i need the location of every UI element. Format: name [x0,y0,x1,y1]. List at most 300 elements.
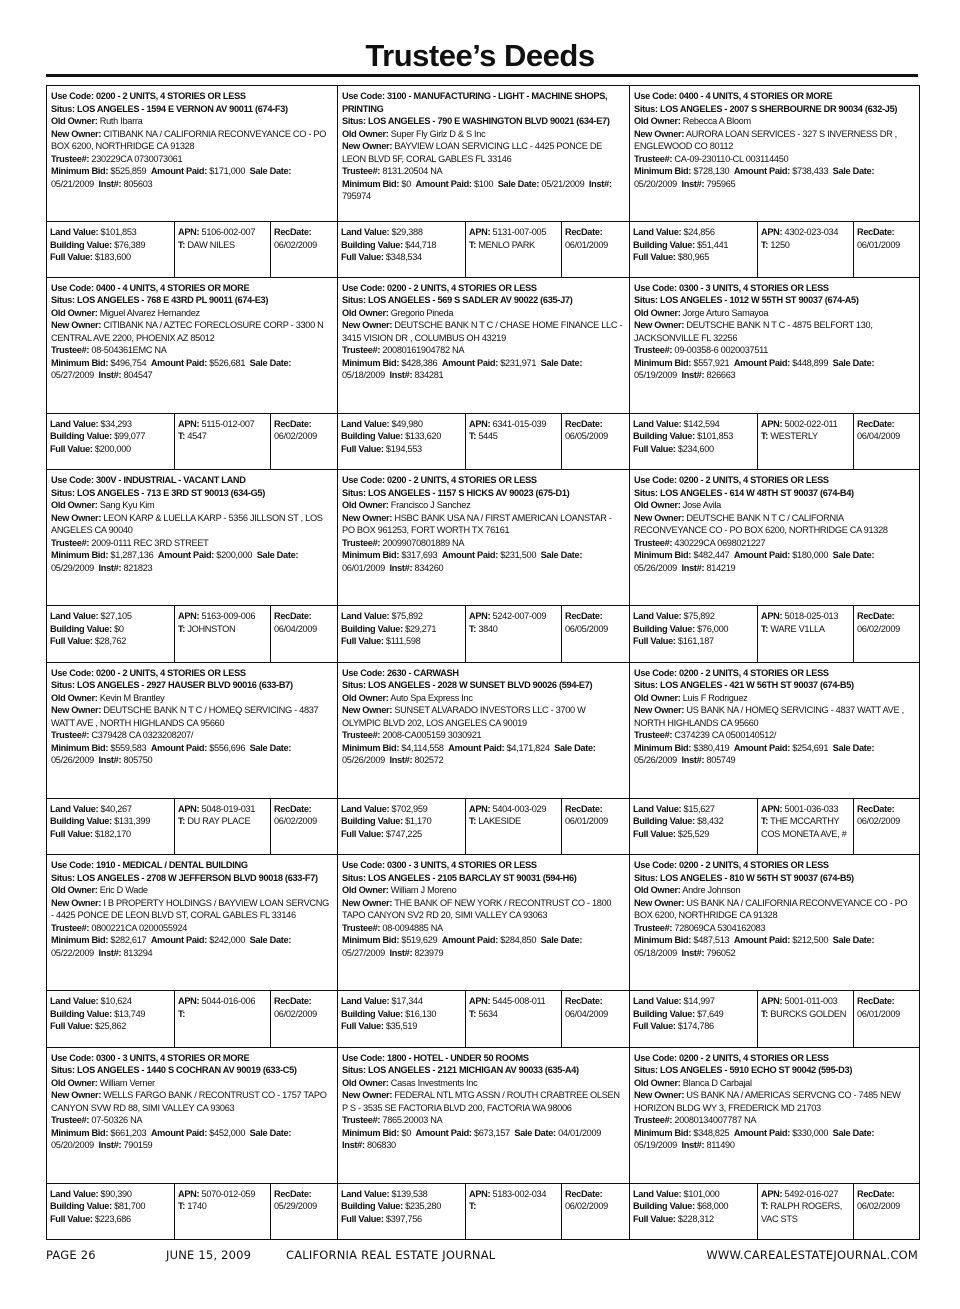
full-value-label: Full Value: [633,636,676,646]
land-value-label: Land Value: [50,1188,99,1199]
situs: Situs: LOS ANGELES - 614 W 48TH ST 90037 (674-B4) [634,487,854,498]
footer-date: JUNE 15, 2009 [166,1248,252,1262]
trustee-number [634,1114,915,1127]
value-block [47,606,175,662]
apn-block [758,1184,854,1240]
inst-label: Inst#: [98,947,122,958]
old-owner [342,884,625,897]
old-owner-value: Luis F Rodriguez [682,692,748,703]
trustee-number [51,1114,333,1127]
sale-date-value: 04/01/2009 [558,1127,602,1138]
building-value-label: Building Value: [341,431,403,441]
full-value: $25,862 [94,1021,127,1031]
record-details [338,663,629,799]
t-label: T: [761,623,769,634]
trustee-number [51,729,333,742]
land-value: $27,105 [100,611,132,621]
amount-paid-label: Amount Paid: [733,1127,790,1138]
t-value: 5634 [478,1008,498,1019]
old-owner-value: Ruth Ibarra [99,116,143,126]
recdate-block [854,799,919,855]
land-value-label: Land Value: [50,996,99,1006]
building-value: $131,399 [114,816,151,826]
t-value: MENLO PARK [478,239,535,250]
amount-paid-label: Amount Paid: [150,742,207,753]
new-owner [51,128,333,153]
t-value: 3840 [478,623,498,634]
situs: Situs: LOS ANGELES - 713 E 3RD ST 90013 (634-G5) [51,487,266,498]
recdate-value: 06/05/2009 [565,623,608,634]
apn-label: APN: [469,418,491,429]
amount-paid-value: $254,691 [792,742,829,753]
new-owner-label: New Owner: [342,141,393,151]
trustee-number [342,165,625,178]
new-owner-value: HSBC BANK USA NA / FIRST AMERICAN LOANSTAR - PO BOX 961253, FORT WORTH TX 76161 [342,512,612,535]
value-block [47,414,175,470]
recdate-label: RecDate: [565,611,603,621]
use-code: Use Code: 0300 - 3 UNITS, 4 STORIES OR LESS [634,282,829,293]
value-block [47,222,175,277]
page-title: Trustee’s Deeds [365,38,595,73]
use-code: Use Code: 1800 - HOTEL - UNDER 50 ROOMS [342,1052,529,1063]
recdate-value: 06/04/2009 [857,431,900,441]
trustee-number-value: 8131.20504 NA [382,166,443,176]
value-block [630,799,758,855]
inst-label: Inst#: [681,755,705,765]
new-owner [51,897,333,922]
use-code: Use Code: 0400 - 4 UNITS, 4 STORIES OR MORE [634,91,833,101]
apn-block [466,991,562,1047]
amount-paid-value: $526,681 [209,357,246,368]
old-owner [342,1077,625,1090]
new-owner-label: New Owner: [51,512,102,523]
sale-date-value: 05/29/2009 [51,562,94,573]
amount-paid-value: $284,850 [500,935,537,945]
full-value-label: Full Value: [633,828,676,839]
trustee-number-label: Trustee#: [342,730,381,740]
recdate-block [271,799,337,855]
amount-paid-value: $100 [473,178,494,189]
inst-label: Inst#: [98,562,122,573]
record-values [630,1184,919,1240]
record-details [47,855,337,991]
amount-paid-value: $171,000 [209,166,246,176]
record-details [630,86,919,222]
minimum-bid-label: Minimum Bid: [634,166,692,176]
new-owner-value: DEUTSCHE BANK N T C / CALIFORNIA RECONVEYANCE CO - PO BOX 6200, NORTHRIDGE CA 91328 [634,512,888,535]
trustee-number-value: C374239 CA 0500140512/ [674,730,777,740]
land-value: $75,892 [683,611,715,621]
situs: Situs: LOS ANGELES - 1440 S COCHRAN AV 90019 (633-C5) [51,1065,297,1075]
t-label: T: [178,623,186,634]
value-block [338,991,466,1047]
building-value: $235,280 [405,1201,442,1211]
trustee-number-label: Trustee#: [634,1115,673,1125]
bid-line [51,549,333,574]
inst-value: 823979 [414,947,444,958]
recdate-label: RecDate: [274,227,312,237]
title-rule [46,74,918,77]
full-value: $111,598 [385,636,421,646]
recdate-value: 06/02/2009 [274,431,317,441]
trustee-number-value: 230229CA 0730073061 [91,153,183,164]
apn-label: APN: [469,803,491,814]
deed-record [46,1048,338,1241]
new-owner [51,1089,333,1114]
minimum-bid-value: $496,754 [110,357,147,368]
new-owner-value: AURORA LOAN SERVICES - 327 S INVERNESS DR , ENGLEWOOD CO 80112 [634,128,897,151]
sale-date-label: Sale Date: [497,178,540,189]
recdate-value: 06/02/2009 [857,623,900,634]
amount-paid-label: Amount Paid: [733,742,790,753]
sale-date-label: Sale Date: [249,166,292,176]
full-value: $80,965 [677,252,710,262]
land-value: $101,853 [100,227,137,237]
old-owner-label: Old Owner: [634,692,681,703]
full-value: $397,756 [385,1213,422,1224]
bid-line [342,1127,625,1152]
apn-block [466,222,562,277]
apn-value: 5002-022-011 [784,418,838,429]
amount-paid-value: $448,899 [792,357,829,368]
recdate-label: RecDate: [565,418,603,429]
old-owner-label: Old Owner: [634,307,681,318]
situs: Situs: LOS ANGELES - 1157 S HICKS AV 90023 (675-D1) [342,487,570,498]
sale-date-label: Sale Date: [514,1127,556,1138]
apn-block [175,1184,271,1240]
inst-label: Inst#: [681,178,705,189]
old-owner-label: Old Owner: [51,885,98,895]
building-value: $8,432 [697,816,724,826]
use-code: Use Code: 0200 - 2 UNITS, 4 STORIES OR LESS [634,667,829,678]
apn-block [466,414,562,470]
new-owner [634,512,915,537]
full-value-label: Full Value: [341,828,384,839]
land-value: $40,267 [100,803,132,814]
inst-label: Inst#: [681,947,705,958]
t-label: T: [178,239,186,250]
inst-label: Inst#: [389,755,413,765]
old-owner-value: Casas Investments Inc [390,1077,478,1088]
sale-date-value: 05/21/2009 [51,178,94,189]
trustee-number-value: 07-50326 NA [91,1115,143,1125]
apn-block [175,222,271,277]
situs: Situs: LOS ANGELES - 2927 HAUSER BLVD 90016 (633-B7) [51,680,293,690]
new-owner-label: New Owner: [634,320,685,330]
minimum-bid-label: Minimum Bid: [342,935,400,945]
amount-paid-label: Amount Paid: [733,166,790,176]
old-owner-label: Old Owner: [634,1077,681,1088]
apn-label: APN: [178,1188,200,1199]
trustee-number [342,1114,625,1127]
new-owner-label: New Owner: [634,705,685,715]
inst-value: 796052 [706,947,736,958]
use-code: Use Code: 0300 - 3 UNITS, 4 STORIES OR LESS [342,860,537,870]
trustee-number-label: Trustee#: [51,153,90,164]
building-value-label: Building Value: [633,816,695,826]
old-owner [634,115,915,128]
amount-paid-value: $4,171,824 [506,742,550,753]
recdate-value: 06/01/2009 [857,239,900,250]
bid-line [634,1127,915,1152]
apn-label: APN: [178,418,200,429]
minimum-bid-value: $4,114,558 [401,742,444,753]
t-label: T: [761,431,769,441]
amount-paid-value: $673,157 [473,1127,510,1138]
old-owner [634,692,915,705]
old-owner [634,307,915,320]
trustee-number-value: 08-504361EMC NA [91,345,167,355]
use-code: Use Code: 2630 - CARWASH [342,667,459,678]
t-label: T: [469,431,477,441]
minimum-bid-value: $317,693 [401,550,438,560]
inst-label: Inst#: [98,755,122,765]
minimum-bid-label: Minimum Bid: [634,935,692,945]
full-value: $25,529 [677,828,710,839]
apn-value: 5131-007-005 [492,227,547,237]
trustee-number-value: 20099070801889 NA [382,537,465,548]
amount-paid-label: Amount Paid: [150,935,207,945]
inst-label: Inst#: [389,947,413,958]
page-footer [46,1248,918,1264]
recdate-label: RecDate: [857,996,895,1006]
apn-label: APN: [178,803,200,814]
record-values [338,222,629,277]
minimum-bid-label: Minimum Bid: [51,1127,109,1138]
new-owner-label: New Owner: [51,705,102,715]
trustee-number-label: Trustee#: [51,345,90,355]
recdate-label: RecDate: [565,1188,603,1199]
record-values [47,414,337,470]
trustee-number-value: 20080134007787 NA [674,1115,757,1125]
trustee-number-value: C379428 CA 0323208207/ [91,730,194,740]
trustee-number-label: Trustee#: [51,922,90,933]
land-value-label: Land Value: [50,803,99,814]
t-value: BURCKS GOLDEN [770,1008,847,1019]
trustee-number-label: Trustee#: [342,345,381,355]
use-code: Use Code: 300V - INDUSTRIAL - VACANT LAND [51,475,246,485]
trustee-number [634,153,915,166]
recdate-block [562,606,629,662]
inst-value: 795974 [342,191,371,201]
amount-paid-value: $212,500 [792,935,829,945]
building-value-label: Building Value: [50,239,112,250]
minimum-bid-label: Minimum Bid: [51,742,109,753]
building-value: $51,441 [697,239,729,250]
bid-line [51,165,333,190]
t-label: T: [761,1008,769,1019]
new-owner [342,897,625,922]
inst-value: 814219 [706,562,736,573]
situs: Situs: LOS ANGELES - 810 W 56TH ST 90037 (674-B5) [634,872,854,883]
amount-paid-value: $452,000 [209,1127,246,1138]
new-owner [634,897,915,922]
building-value: $29,271 [405,623,437,634]
sale-date-label: Sale Date: [249,742,292,753]
sale-date-label: Sale Date: [554,742,596,753]
trustee-number-label: Trustee#: [634,922,673,933]
bid-line [51,357,333,382]
inst-value: 802572 [414,755,444,765]
new-owner [51,319,333,344]
amount-paid-value: $330,000 [792,1127,829,1138]
minimum-bid-value: $282,617 [110,935,147,945]
recdate-value: 06/02/2009 [857,1201,900,1211]
trustee-number [51,537,333,550]
old-owner-label: Old Owner: [51,1077,98,1088]
sale-date-label: Sale Date: [540,357,583,368]
deed-record [338,1048,630,1241]
new-owner-value: US BANK NA / AMERICAS SERVCNG CO - 7485 NEW HORIZON BLDG WY 3, FREDERICK MD 21703 [634,1090,901,1113]
land-value: $34,293 [100,418,132,429]
recdate-block [562,799,629,855]
situs: Situs: LOS ANGELES - 1012 W 55TH ST 90037 (674-A5) [634,295,859,305]
old-owner-value: Jorge Arturo Samayoa [682,307,769,318]
bid-line [342,357,625,382]
sale-date-label: Sale Date: [832,357,875,368]
amount-paid-value: $180,000 [792,550,829,560]
new-owner-label: New Owner: [342,320,393,330]
full-value-label: Full Value: [341,252,384,262]
trustee-number-label: Trustee#: [634,153,673,164]
old-owner-value: William Verner [99,1077,155,1088]
record-values [338,1184,629,1240]
situs: Situs: LOS ANGELES - 2028 W SUNSET BLVD 90026 (594-E7) [342,680,593,690]
land-value-label: Land Value: [633,227,682,237]
recdate-block [854,414,919,470]
t-label: T: [469,1008,477,1019]
trustee-number-value: 7865.20003 NA [382,1115,443,1125]
full-value: $200,000 [94,443,131,454]
trustee-number-value: CA-09-230110-CL 003114450 [674,153,789,164]
new-owner-value: WELLS FARGO BANK / RECONTRUST CO - 1757 TAPO CANYON SVW RD 88, SIMI VALLEY CA 93063 [51,1090,327,1113]
old-owner-label: Old Owner: [342,128,389,139]
trustee-number [634,922,915,935]
new-owner-value: DEUTSCHE BANK N T C / CHASE HOME FINANCE LLC - 3415 VISION DR , COLUMBUS OH 43219 [342,320,623,343]
land-value: $17,344 [391,996,423,1006]
trustee-number-label: Trustee#: [51,730,90,740]
amount-paid-label: Amount Paid: [441,550,498,560]
amount-paid-label: Amount Paid: [733,357,790,368]
apn-value: 6341-015-039 [492,418,547,429]
inst-value: 811490 [706,1140,735,1150]
use-code: Use Code: 0200 - 2 UNITS, 4 STORIES OR LESS [342,282,537,293]
minimum-bid-value: $728,130 [693,166,730,176]
new-owner-label: New Owner: [342,1090,393,1100]
recdate-label: RecDate: [274,996,312,1006]
apn-block [758,222,854,277]
old-owner [342,692,625,705]
trustee-number-label: Trustee#: [51,1115,90,1125]
sale-date-label: Sale Date: [249,1127,292,1138]
apn-label: APN: [761,996,783,1006]
inst-value: 806830 [366,1140,396,1150]
deed-record [46,278,338,471]
old-owner-label: Old Owner: [634,500,681,510]
land-value: $24,856 [683,227,715,237]
footer-page-number: PAGE 26 [46,1248,96,1262]
old-owner-value: Rebecca A Bloom [682,116,751,126]
t-value: DAW NILES [187,239,235,250]
new-owner-label: New Owner: [51,897,102,908]
recdate-value: 06/02/2009 [274,816,317,826]
apn-value: 5001-036-033 [784,803,839,814]
trustee-number-value: 08-0094885 NA [382,922,443,933]
minimum-bid-label: Minimum Bid: [51,550,109,560]
land-value-label: Land Value: [50,611,99,621]
full-value: $182,170 [94,828,131,839]
new-owner-label: New Owner: [342,512,393,523]
sale-date-value: 05/18/2009 [634,947,677,958]
bid-line [634,934,915,959]
trustee-number-value: 728069CA 5304162083 [674,922,766,933]
use-code: Use Code: 0200 - 2 UNITS, 4 STORIES OR LESS [634,860,829,870]
apn-label: APN: [761,803,783,814]
minimum-bid-label: Minimum Bid: [51,166,109,176]
deed-record [338,85,630,278]
sale-date-value: 05/20/2009 [51,1140,94,1150]
t-value: JOHNSTON [187,623,236,634]
situs: Situs: LOS ANGELES - 5910 ECHO ST 90042 (595-D3) [634,1065,853,1075]
building-value: $13,749 [114,1008,146,1019]
apn-label: APN: [761,418,783,429]
sale-date-label: Sale Date: [832,935,875,945]
old-owner-label: Old Owner: [342,885,389,895]
trustee-number-value: 2008-CA005159 3030921 [382,730,482,740]
old-owner [342,307,625,320]
apn-label: APN: [469,1188,491,1199]
old-owner-label: Old Owner: [342,307,389,318]
recdate-label: RecDate: [857,227,895,237]
full-value-label: Full Value: [633,252,676,262]
apn-value: 5492-016-027 [784,1188,839,1199]
land-value: $29,388 [391,227,423,237]
value-block [47,991,175,1047]
trustee-number [51,153,333,166]
old-owner-label: Old Owner: [634,885,681,895]
land-value-label: Land Value: [633,418,682,429]
apn-label: APN: [761,1188,783,1199]
new-owner [342,140,625,165]
new-owner-value: CITIBANK NA / CALIFORNIA RECONVEYANCE CO - PO BOX 6200, NORTHRIDGE CA 91328 [51,128,327,151]
full-value: $161,187 [677,636,714,646]
recdate-value: 06/05/2009 [565,431,608,441]
amount-paid-value: $556,696 [209,742,246,753]
building-value-label: Building Value: [341,1201,403,1211]
full-value-label: Full Value: [50,828,93,839]
use-code: Use Code: 3100 - MANUFACTURING - LIGHT - MACHINE SHOPS, PRINTING [342,91,608,114]
building-value-label: Building Value: [50,816,112,826]
old-owner-label: Old Owner: [634,116,681,126]
building-value: $76,000 [697,623,729,634]
full-value-label: Full Value: [633,1021,676,1031]
recdate-block [854,222,919,277]
old-owner-label: Old Owner: [342,500,389,510]
old-owner [634,1077,915,1090]
old-owner-value: William J Moreno [390,885,457,895]
record-values [338,991,629,1047]
apn-value: 5445-008-011 [492,996,546,1006]
record-values [47,222,337,277]
minimum-bid-value: $428,386 [401,357,438,368]
sale-date-value: 05/26/2009 [634,562,677,573]
situs: Situs: LOS ANGELES - 2105 BARCLAY ST 90031 (594-H6) [342,872,577,883]
value-block [338,1184,466,1240]
old-owner-value: Gregorio Pineda [390,307,454,318]
minimum-bid-value: $487,513 [693,935,730,945]
deed-record [338,470,630,663]
situs: Situs: LOS ANGELES - 2708 W JEFFERSON BLVD 90018 (633-F7) [51,872,318,883]
